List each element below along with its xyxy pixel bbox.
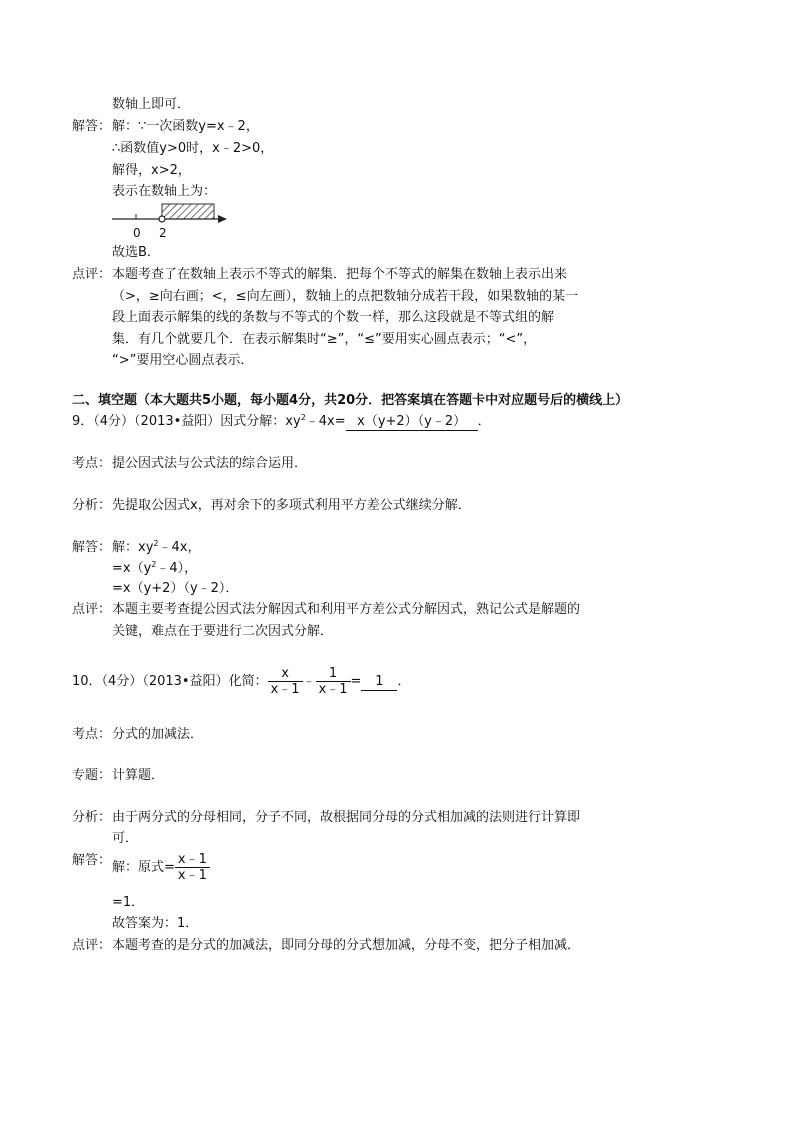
exponent: 2 <box>151 560 157 569</box>
answer-line: =1． <box>112 895 145 910</box>
answer-label: 解答： <box>72 540 112 555</box>
fenxi-label: 分析： <box>72 810 112 825</box>
answer-blank: x（y+2）（y﹣2） <box>346 414 478 431</box>
comment-label: 点评： <box>72 267 112 282</box>
tick-label-0: 0 <box>133 226 141 240</box>
answer-part: ﹣4x， <box>158 540 201 555</box>
answer-part: 解：xy <box>112 540 154 555</box>
answer-label: 解答： <box>72 853 112 868</box>
fenxi-line: 由于两分式的分母相同，分子不同，故根据同分母的分式相加减的法则进行计算即 <box>112 810 581 825</box>
intro-text: 数轴上即可． <box>112 97 191 112</box>
zhuanti-text: 计算题． <box>112 768 165 783</box>
comment-line: 段上面表示解集的线的条数与不等式的个数一样，那么这段就是不等式组的解 <box>112 310 555 325</box>
answer-line <box>112 540 200 556</box>
comment-label: 点评： <box>72 938 112 953</box>
number-line-figure <box>110 200 230 242</box>
answer-line <box>112 561 197 577</box>
section-heading: 二、填空题（本大题共5小题，每小题4分，共20分．把答案填在答题卡中对应题号后的横线上） <box>72 393 629 408</box>
comment-line: 本题考查了在数轴上表示不等式的解集．把每个不等式的解集在数轴上表示出来 <box>112 267 568 282</box>
question-10-suffix: ． <box>397 674 411 689</box>
question-9-suffix: ． <box>477 414 491 429</box>
fraction <box>316 666 351 697</box>
answer-line: 解：∵一次函数y=x﹣2， <box>112 119 259 134</box>
answer-line: 故答案为：1． <box>112 916 199 931</box>
minus-sign: ﹣ <box>302 674 316 689</box>
kaodian-label: 考点： <box>72 456 112 471</box>
equals-sign: = <box>350 674 362 689</box>
comment-line: 集．有几个就要几个．在表示解集时“≥”，“≤”要用实心圆点表示；“<”， <box>112 332 537 347</box>
comment-line: 关键，难点在于要进行二次因式分解． <box>112 624 334 639</box>
question-9 <box>72 414 491 431</box>
answer-line: 表示在数轴上为： <box>112 184 217 199</box>
answer-line: 解得，x>2， <box>112 163 191 178</box>
fraction-numerator: x <box>268 666 303 682</box>
comment-line: 本题主要考查提公因式法分解因式和利用平方差公式分解因式，熟记公式是解题的 <box>112 602 581 617</box>
answer-prefix: 解：原式= <box>112 860 175 875</box>
tick-label-2: 2 <box>159 226 167 240</box>
answer-line: ∴函数值y>0时，x﹣2>0， <box>112 141 274 156</box>
answer-part: =x（y <box>112 561 152 576</box>
fraction-numerator: x﹣1 <box>175 852 210 868</box>
question-10 <box>72 666 410 698</box>
fraction <box>268 666 303 697</box>
answer-part: ﹣4）， <box>156 561 198 576</box>
fenxi-text: 先提取公因式x，再对余下的多项式利用平方差公式继续分解． <box>112 498 471 513</box>
arrow-head-icon <box>218 215 227 223</box>
fraction-denominator: x﹣1 <box>318 682 348 697</box>
fraction-denominator: x﹣1 <box>177 868 207 883</box>
fenxi-line: 可． <box>112 831 139 846</box>
fraction-numerator: 1 <box>316 666 351 682</box>
question-10-prefix: 10．（4分）（2013•益阳）化简： <box>72 674 268 689</box>
kaodian-label: 考点： <box>72 727 112 742</box>
answer-blank: 1 <box>361 674 397 691</box>
zhuanti-label: 专题： <box>72 768 112 783</box>
open-circle <box>159 216 165 222</box>
fenxi-label: 分析： <box>72 498 112 513</box>
kaodian-text: 提公因式法与公式法的综合运用． <box>112 456 308 471</box>
kaodian-text: 分式的加减法． <box>112 727 204 742</box>
solution-region <box>162 204 214 219</box>
fraction-denominator: x﹣1 <box>270 682 300 697</box>
comment-text: 本题考查的是分式的加减法，即同分母的分式想加减，分母不变，把分子相加减． <box>112 938 581 953</box>
comment-label: 点评： <box>72 602 112 617</box>
comment-line: （>，≥向右画；<，≤向左画），数轴上的点把数轴分成若干段，如果数轴的某一 <box>112 289 579 304</box>
answer-choice: 故选B． <box>112 245 160 260</box>
exponent: 2 <box>300 413 306 422</box>
question-9-prefix: 9．（4分）（2013•益阳）因式分解：xy <box>72 414 301 429</box>
question-9-mid: ﹣4x= <box>305 414 346 429</box>
answer-label: 解答： <box>72 119 112 134</box>
exponent: 2 <box>153 539 159 548</box>
fraction <box>175 852 210 883</box>
answer-line: =x（y+2）（y﹣2）． <box>112 581 239 596</box>
answer-line <box>112 852 210 884</box>
comment-line: “>”要用空心圆点表示． <box>112 353 254 368</box>
